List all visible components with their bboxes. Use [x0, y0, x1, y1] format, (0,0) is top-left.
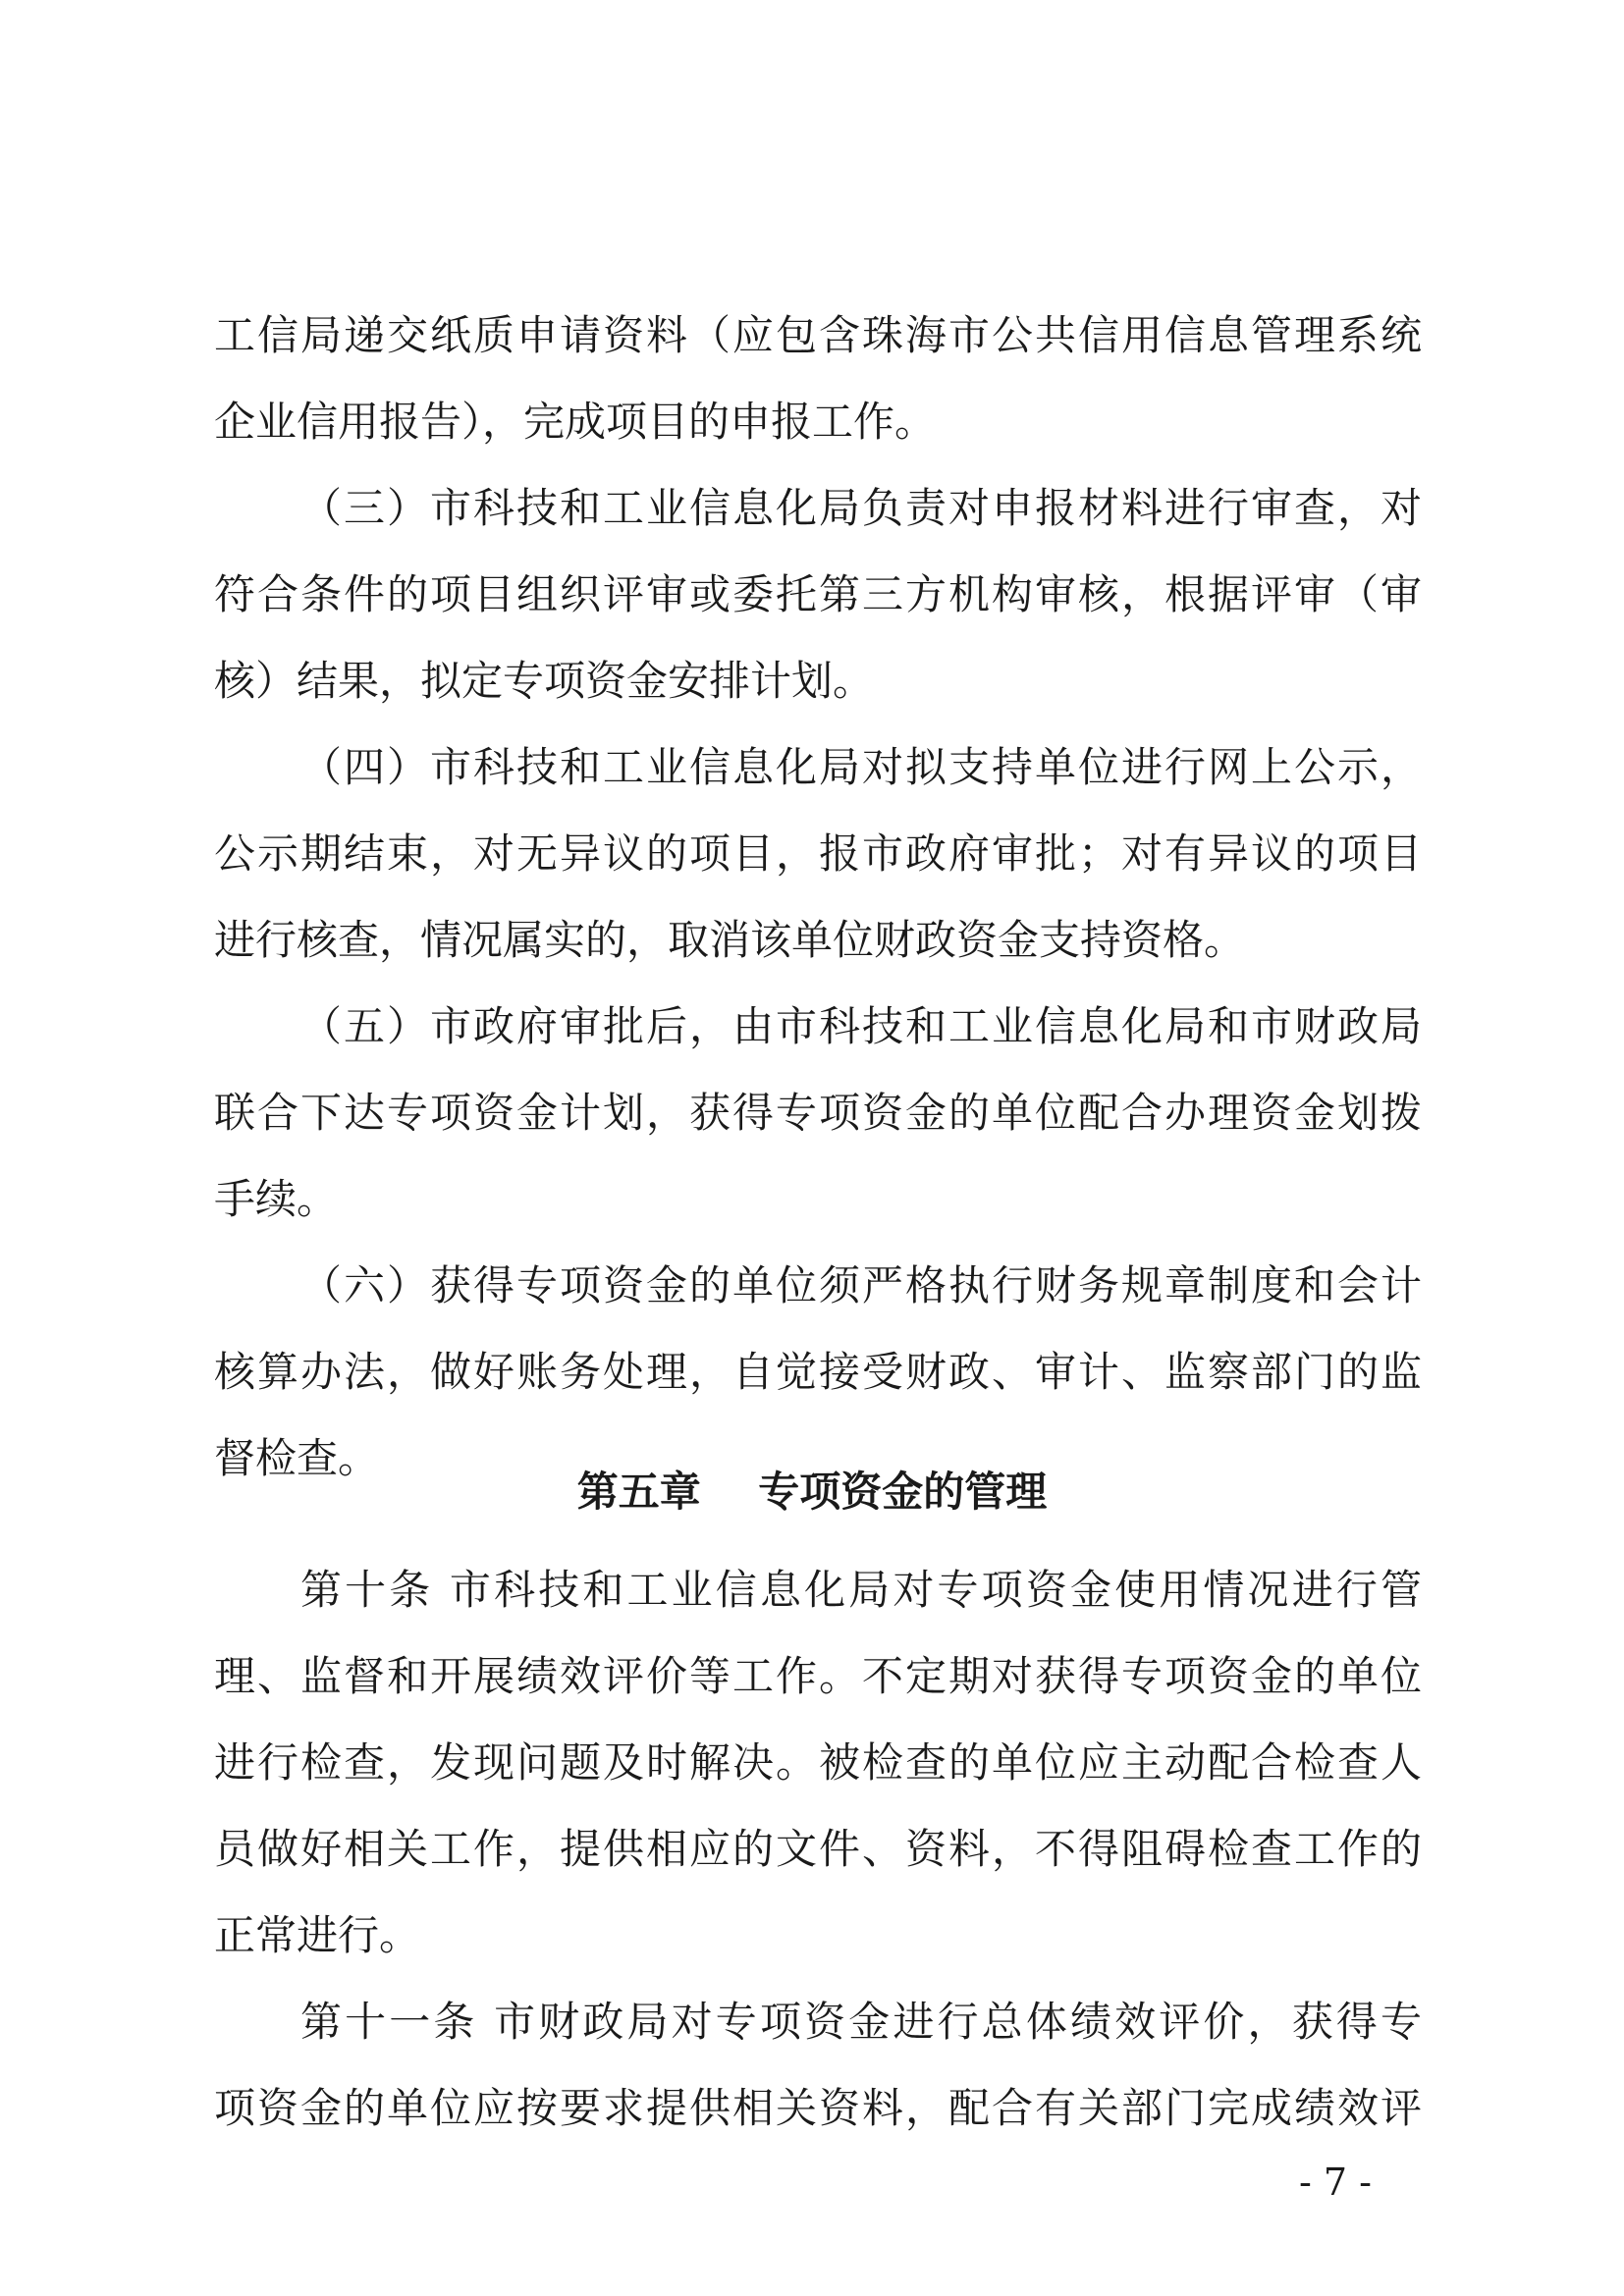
body-text-line: 符合条件的项目组织评审或委托第三方机构审核，根据评审（审 [214, 570, 1422, 618]
body-text-line: 联合下达专项资金计划，获得专项资金的单位配合办理资金划拨 [214, 1089, 1422, 1137]
article-text-line: 第十条 市科技和工业信息化局对专项资金使用情况进行管 [300, 1566, 1422, 1614]
body-text-line: 工信局递交纸质申请资料（应包含珠海市公共信用信息管理系统 [214, 311, 1422, 359]
article-text-line: 正常进行。 [214, 1911, 421, 1959]
article-text-line: 员做好相关工作，提供相应的文件、资料，不得阻碍检查工作的 [214, 1825, 1422, 1873]
body-text-line: （三）市科技和工业信息化局负责对申报材料进行审查，对 [300, 484, 1422, 532]
page-number: - 7 - [1298, 2161, 1372, 2204]
body-text-line: 手续。 [214, 1175, 339, 1223]
article-text-line: 第十一条 市财政局对专项资金进行总体绩效评价，获得专 [300, 1998, 1422, 2046]
body-text-line: （四）市科技和工业信息化局对拟支持单位进行网上公示， [300, 743, 1422, 791]
body-text-line: 核）结果，拟定专项资金安排计划。 [214, 657, 875, 705]
body-text-line: 督检查。 [214, 1434, 380, 1482]
article-text-line: 进行检查，发现问题及时解决。被检查的单位应主动配合检查人 [214, 1738, 1422, 1787]
chapter-heading: 第五章 专项资金的管理 [576, 1468, 1048, 1516]
body-text-line: 进行核查，情况属实的，取消该单位财政资金支持资格。 [214, 916, 1246, 964]
body-text-line: 核算办法，做好账务处理，自觉接受财政、审计、监察部门的监 [214, 1348, 1422, 1396]
body-text-line: （六）获得专项资金的单位须严格执行财务规章制度和会计 [300, 1261, 1422, 1309]
body-text-line: 企业信用报告），完成项目的申报工作。 [214, 398, 937, 446]
body-text-line: 公示期结束，对无异议的项目，报市政府审批；对有异议的项目 [214, 829, 1422, 878]
article-text-line: 项资金的单位应按要求提供相关资料，配合有关部门完成绩效评 [214, 2084, 1422, 2132]
article-text-line: 理、监督和开展绩效评价等工作。不定期对获得专项资金的单位 [214, 1652, 1422, 1700]
body-text-line: （五）市政府审批后，由市科技和工业信息化局和市财政局 [300, 1002, 1422, 1050]
